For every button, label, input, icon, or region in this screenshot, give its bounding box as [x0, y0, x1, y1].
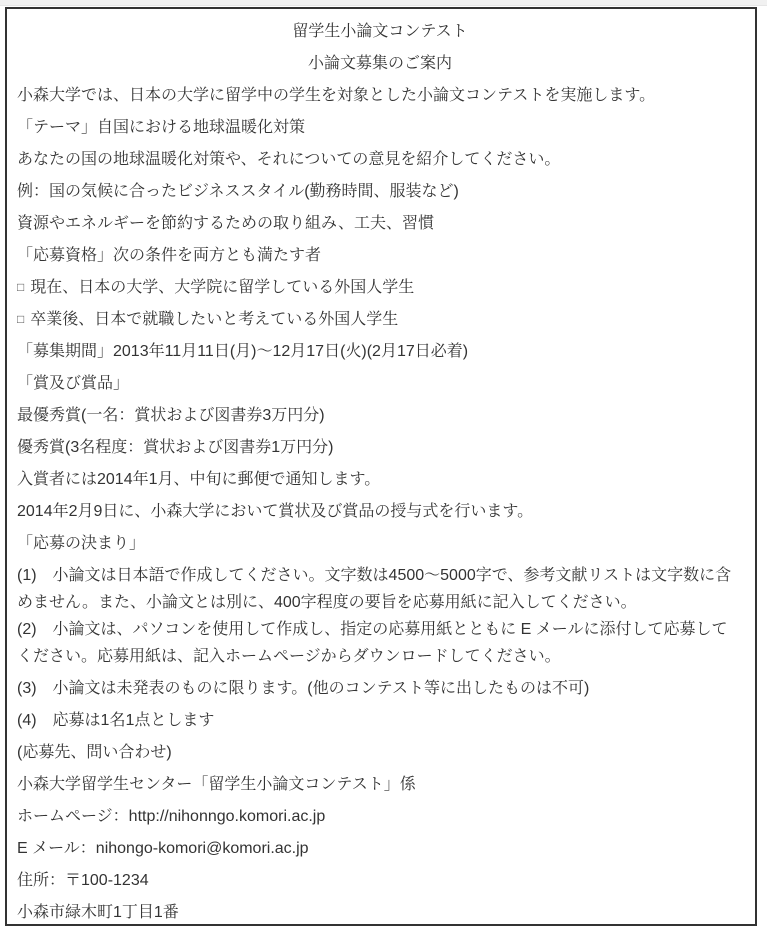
eligibility-item-1-text: 現在、日本の大学、大学院に留学している外国人学生: [30, 279, 415, 296]
contact-heading: (応募先、問い合わせ): [17, 744, 172, 761]
eligibility-heading: 「応募資格」次の条件を両方とも満たす者: [17, 247, 322, 264]
intro-text: 小森大学では、日本の大学に留学中の学生を対象とした小論文コンテストを実施します。: [17, 87, 656, 104]
rules-heading: 「応募の決まり」: [17, 535, 146, 552]
document-title: 留学生小論文コンテスト: [292, 23, 468, 40]
theme-description: あなたの国の地球温暖化対策や、それについての意見を紹介してください。: [17, 151, 561, 168]
contact-street-address: 小森市緑木町1丁目1番: [17, 904, 179, 921]
rule-4: (4) 応募は1名1点とします: [17, 712, 215, 729]
rule-1-text: (1) 小論文は日本語で作成してください。文字数は4500～5000字で、参考文献リストは文字数に含めません。また、小論文とは別に、400字程度の要旨を応募用紙に記入してください。: [17, 567, 732, 611]
eligibility-item-2: [17, 306, 743, 333]
contact-office: 小森大学留学生センター「留学生小論文コンテスト」係: [17, 776, 416, 793]
grand-prize: 最優秀賞(一名：賞状および図書券3万円分): [17, 407, 325, 424]
contact-postal-code: 住所：〒100-1234: [17, 872, 149, 889]
excellence-prize: 優秀賞(3名程度：賞状および図書券1万円分): [17, 439, 334, 456]
theme-heading: 「テーマ」自国における地球温暖化対策: [17, 119, 306, 136]
prizes-heading: 「賞及び賞品」: [17, 375, 130, 392]
contact-homepage: ホームページ：http://nihonngo.komori.ac.jp: [17, 808, 326, 825]
application-period: 「募集期間」2013年11月11日(月)～12月17日(火)(2月17日必着): [17, 343, 469, 360]
theme-example-2: 資源やエネルギーを節約するための取り組み、工夫、習慣: [17, 215, 434, 232]
theme-example: 例：国の気候に合ったビジネススタイル(勤務時間、服装など): [17, 183, 459, 200]
page-top-edge: [0, 0, 767, 6]
contact-email: E メール：nihongo-komori@komori.ac.jp: [17, 840, 309, 857]
missing-glyph-box-icon: □: [17, 280, 25, 294]
missing-glyph-box-icon: □: [17, 312, 25, 326]
winner-notification: 入賞者には2014年1月、中旬に郵便で通知します。: [17, 471, 381, 488]
eligibility-item-2-text: 卒業後、日本で就職したいと考えている外国人学生: [30, 311, 399, 328]
rule-3: (3) 小論文は未発表のものに限ります。(他のコンテスト等に出したものは不可): [17, 680, 590, 697]
announcement-document: [5, 7, 757, 926]
eligibility-item-1: [17, 274, 743, 301]
document-subtitle: 小論文募集のご案内: [307, 55, 452, 72]
rule-2-text: (2) 小論文は、パソコンを使用して作成し、指定の応募用紙とともに E メールに添付して応募してください。応募用紙は、記入ホームページからダウンロードしてください。: [17, 621, 728, 665]
rules-item-1-2: [17, 562, 743, 670]
award-ceremony: 2014年2月9日に、小森大学において賞状及び賞品の授与式を行います。: [17, 503, 534, 520]
